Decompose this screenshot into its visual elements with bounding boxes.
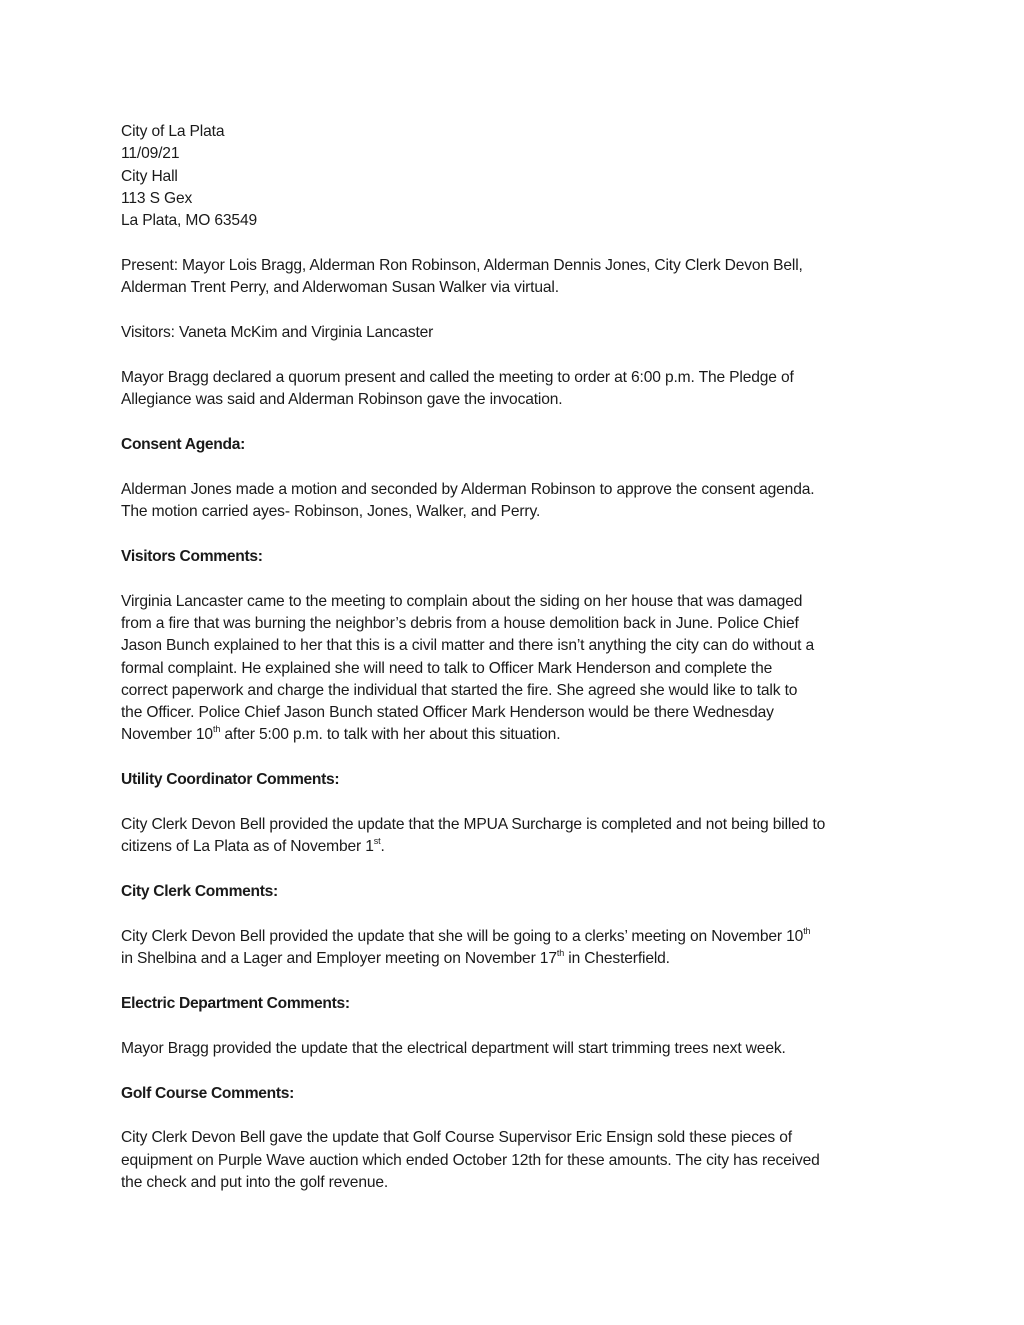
venue: City Hall (121, 167, 178, 185)
text-line: equipment on Purple Wave auction which ended October 12th for these amounts. The city has received (121, 1151, 820, 1169)
attendance-present (121, 255, 911, 300)
city-clerk-heading: City Clerk Comments: (121, 883, 278, 901)
consent-agenda-heading: Consent Agenda: (121, 435, 246, 453)
text-line: Alderman Jones made a motion and seconded by Alderman Robinson to approve the consent agenda. (121, 480, 815, 498)
text-line: Mayor Bragg provided the update that the electrical department will start trimming trees next week. (121, 1039, 786, 1057)
city-state-zip: La Plata, MO 63549 (121, 212, 257, 230)
text-line: Present: Mayor Lois Bragg, Alderman Ron Robinson, Alderman Dennis Jones, City Clerk Devon Bell, (121, 256, 803, 274)
text-line: Virginia Lancaster came to the meeting to complain about the siding on her house that was damaged (121, 592, 803, 610)
consent-agenda-text (121, 479, 911, 524)
golf-course-text (121, 1127, 911, 1194)
text-line: City Clerk Devon Bell gave the update that Golf Course Supervisor Eric Ensign sold these pieces of (121, 1129, 792, 1147)
text-line (121, 836, 911, 858)
text-fragment: in Chesterfield. (564, 950, 670, 968)
text-line (121, 724, 911, 746)
text-line: formal complaint. He explained she will need to talk to Officer Mark Henderson and complete the (121, 659, 773, 677)
text-fragment: citizens of La Plata as of November 1 (121, 838, 374, 856)
ordinal-suffix: th (212, 724, 221, 735)
text-fragment: . (380, 838, 385, 856)
electric-department-text (121, 1038, 911, 1060)
text-fragment: City Clerk Devon Bell provided the update that she will be going to a clerks’ meeting on November 10 (121, 927, 804, 945)
ordinal-suffix: st (373, 836, 381, 847)
meeting-minutes-page (121, 121, 911, 1194)
meeting-date: 11/09/21 (121, 145, 180, 163)
text-line: Allegiance was said and Alderman Robinson gave the invocation. (121, 391, 563, 409)
letterhead (121, 121, 911, 232)
attendance-visitors (121, 322, 911, 344)
opening-paragraph (121, 367, 911, 412)
utility-coordinator-heading: Utility Coordinator Comments: (121, 771, 340, 789)
text-line: correct paperwork and charge the individual that started the fire. She agreed she would like to talk to (121, 681, 798, 699)
ordinal-suffix: th (803, 925, 811, 936)
org-name: City of La Plata (121, 123, 225, 140)
text-line (121, 948, 911, 970)
city-clerk-text (121, 926, 911, 971)
visitors-comments-text (121, 591, 911, 747)
text-line: Jason Bunch explained to her that this is a civil matter and there isn’t anything the city can do without a (121, 637, 815, 655)
text-line (121, 926, 911, 948)
utility-coordinator-text (121, 814, 911, 859)
visitors-comments-heading: Visitors Comments: (121, 547, 263, 565)
text-fragment: in Shelbina and a Lager and Employer meeting on November 17 (121, 950, 557, 968)
text-fragment: after 5:00 p.m. to talk with her about this situation. (220, 726, 561, 744)
text-line: Mayor Bragg declared a quorum present and called the meeting to order at 6:00 p.m. The Pledge of (121, 368, 794, 386)
text-line: The motion carried ayes- Robinson, Jones, Walker, and Perry. (121, 503, 541, 521)
text-line: the Officer. Police Chief Jason Bunch stated Officer Mark Henderson would be there Wednesday (121, 704, 774, 722)
text-fragment: November 10 (121, 726, 213, 744)
text-line: Alderman Trent Perry, and Alderwoman Susan Walker via virtual. (121, 279, 559, 297)
electric-department-heading: Electric Department Comments: (121, 995, 350, 1013)
text-line: the check and put into the golf revenue. (121, 1174, 389, 1191)
text-line: City Clerk Devon Bell provided the update that the MPUA Surcharge is completed and not being billed to (121, 816, 826, 834)
text-line: from a fire that was burning the neighbor’s debris from a house demolition back in June. Police Chief (121, 614, 799, 632)
golf-course-heading: Golf Course Comments: (121, 1084, 295, 1102)
ordinal-suffix: th (556, 948, 565, 959)
text-line: Visitors: Vaneta McKim and Virginia Lancaster (121, 324, 434, 342)
street-address: 113 S Gex (121, 189, 193, 207)
